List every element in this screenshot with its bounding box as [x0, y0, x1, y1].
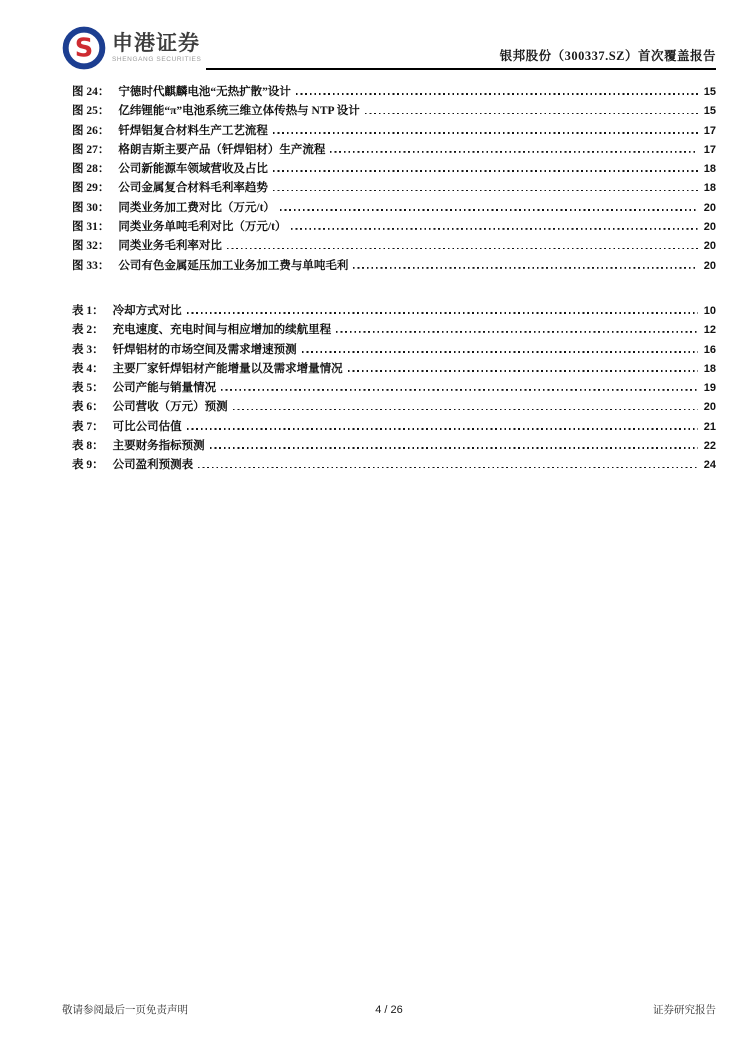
toc-entry[interactable]: [72, 341, 716, 360]
toc-entry-page: 20: [703, 201, 716, 214]
toc-entry-page: 22: [703, 440, 716, 453]
toc-entry-title: 亿纬锂能“π”电池系统三维立体传热与 NTP 设计: [118, 105, 360, 118]
toc-entry[interactable]: [72, 379, 716, 398]
toc-entry-page: 17: [703, 124, 716, 137]
toc-entry-page: 21: [703, 420, 716, 433]
toc-entry-number: 表 9：: [72, 459, 104, 472]
toc-entry-number: 表 4：: [72, 362, 104, 375]
toc-entry-title: 钎焊铝复合材料生产工艺流程: [118, 124, 268, 137]
toc-entry-number: 表 5：: [72, 382, 104, 395]
toc-entry[interactable]: [72, 456, 716, 475]
toc-entry-page: 15: [703, 86, 716, 98]
shengang-logo-mark-icon: [62, 26, 106, 70]
toc-entry-title: 同类业务毛利率对比: [118, 240, 222, 253]
toc-leader-dots: [291, 228, 698, 230]
report-title: 银邦股份（300337.SZ）首次覆盖报告: [499, 49, 716, 63]
toc-entry-page: 16: [703, 343, 716, 356]
toc-entry-title: 可比公司估值: [112, 420, 182, 433]
figures-toc-list: [72, 83, 716, 276]
toc-entry[interactable]: [72, 141, 716, 160]
toc-entry-number: 图 29：: [72, 182, 110, 195]
toc-entry-number: 表 3：: [72, 343, 104, 356]
toc-entry-number: 图 24：: [72, 86, 110, 98]
toc-leader-dots: [330, 151, 698, 153]
toc-leader-dots: [273, 170, 698, 172]
toc-entry-title: 主要厂家钎焊铝材产能增量以及需求增量情况: [112, 362, 343, 375]
toc-entry-page: 18: [703, 182, 716, 195]
toc-entry-page: 20: [703, 240, 716, 253]
toc-entry-title: 宁德时代麒麟电池“无热扩散”设计: [118, 86, 291, 98]
toc-leader-dots: [348, 370, 698, 372]
toc-entry-number: 表 6：: [72, 401, 104, 414]
toc-entry[interactable]: [72, 398, 716, 417]
toc-entry[interactable]: [72, 102, 716, 121]
toc-entry-number: 图 25：: [72, 105, 110, 118]
toc-leader-dots: [336, 331, 698, 333]
toc-entry-page: 15: [703, 105, 716, 118]
toc-entry-number: 表 7：: [72, 420, 104, 433]
tables-toc-list: [72, 302, 716, 476]
toc-leader-dots: [227, 248, 698, 250]
toc-entry-title: 冷却方式对比: [112, 304, 182, 317]
toc-entry-number: 图 28：: [72, 163, 110, 176]
toc-entry-title: 公司金属复合材料毛利率趋势: [118, 182, 268, 195]
toc-entry-page: 12: [703, 324, 716, 337]
toc-leader-dots: [210, 447, 698, 449]
footer-page-number: 4 / 26: [375, 1004, 403, 1016]
svg-text:S: S: [74, 33, 94, 64]
toc-leader-dots: [233, 409, 698, 411]
footer-report-type: 证券研究报告: [653, 1005, 716, 1016]
toc-entry[interactable]: [72, 257, 716, 276]
toc-entry-title: 公司产能与销量情况: [112, 382, 217, 395]
toc-entry-page: 17: [703, 143, 716, 156]
toc-entry-title: 钎焊铝材的市场空间及需求增速预测: [112, 343, 297, 356]
toc-entry[interactable]: [72, 122, 716, 141]
toc-entry-number: 表 8：: [72, 440, 104, 453]
toc-entry-page: 19: [703, 382, 716, 395]
toc-leader-dots: [365, 113, 698, 115]
toc-entry[interactable]: [72, 237, 716, 256]
toc-leader-dots: [280, 209, 698, 211]
logo-en-text: SHENGANG SECURITIES: [112, 55, 202, 63]
toc-leader-dots: [221, 389, 698, 391]
toc-entry-number: 表 1：: [72, 304, 104, 317]
toc-entry-number: 图 31：: [72, 221, 110, 234]
toc-entry-page: 18: [703, 362, 716, 375]
toc-entry-number: 图 32：: [72, 240, 110, 253]
toc-entry[interactable]: [72, 418, 716, 437]
toc-entry[interactable]: [72, 199, 716, 218]
toc-leader-dots: [187, 312, 698, 314]
toc-entry[interactable]: [72, 218, 716, 237]
toc-leader-dots: [296, 93, 698, 95]
toc-entry-page: 20: [703, 401, 716, 414]
toc-leader-dots: [353, 267, 698, 269]
toc-entry-number: 图 30：: [72, 201, 110, 214]
toc-entry[interactable]: [72, 83, 716, 102]
shengang-logo: [62, 26, 202, 70]
toc-entry[interactable]: [72, 179, 716, 198]
toc-entry-page: 10: [703, 304, 716, 317]
toc-entry-title: 同类业务加工费对比（万元/t）: [118, 201, 275, 214]
toc-entry-number: 图 27：: [72, 143, 110, 156]
toc-leader-dots: [198, 467, 698, 469]
toc-entry-title: 格朗吉斯主要产品（钎焊铝材）生产流程: [118, 143, 326, 156]
toc-leader-dots: [187, 428, 698, 430]
toc-entry-title: 公司营收（万元）预测: [112, 401, 228, 414]
toc-entry[interactable]: [72, 160, 716, 179]
toc-entry-title: 公司新能源车领域营收及占比: [118, 163, 268, 176]
toc-entry-title: 同类业务单吨毛利对比（万元/t）: [118, 221, 287, 234]
toc-entry-title: 充电速度、充电时间与相应增加的续航里程: [112, 324, 332, 337]
toc-entry[interactable]: [72, 302, 716, 321]
toc-leader-dots: [273, 132, 698, 134]
toc-entry[interactable]: [72, 360, 716, 379]
page-footer: [62, 1002, 716, 1017]
toc-entry-number: 表 2：: [72, 324, 104, 337]
toc-entry-number: 图 33：: [72, 259, 110, 272]
toc-entry-number: 图 26：: [72, 124, 110, 137]
toc-entry-title: 公司有色金属延压加工业务加工费与单吨毛利: [118, 259, 349, 272]
toc-entry-page: 18: [703, 163, 716, 176]
toc-entry-title: 主要财务指标预测: [112, 440, 205, 453]
toc-entry-page: 20: [703, 259, 716, 272]
toc-entry-title: 公司盈利预测表: [112, 459, 194, 472]
toc-entry-page: 20: [703, 221, 716, 234]
page-header: [62, 26, 716, 70]
toc-leader-dots: [273, 190, 698, 192]
header-rule: [206, 46, 716, 70]
toc-entry[interactable]: [72, 321, 716, 340]
footer-disclaimer: 敬请参阅最后一页免责声明: [62, 1005, 188, 1016]
toc-entry[interactable]: [72, 437, 716, 456]
logo-cn-text: 申港证券: [112, 31, 200, 55]
toc-entry-page: 24: [703, 459, 716, 472]
toc-leader-dots: [302, 351, 698, 353]
